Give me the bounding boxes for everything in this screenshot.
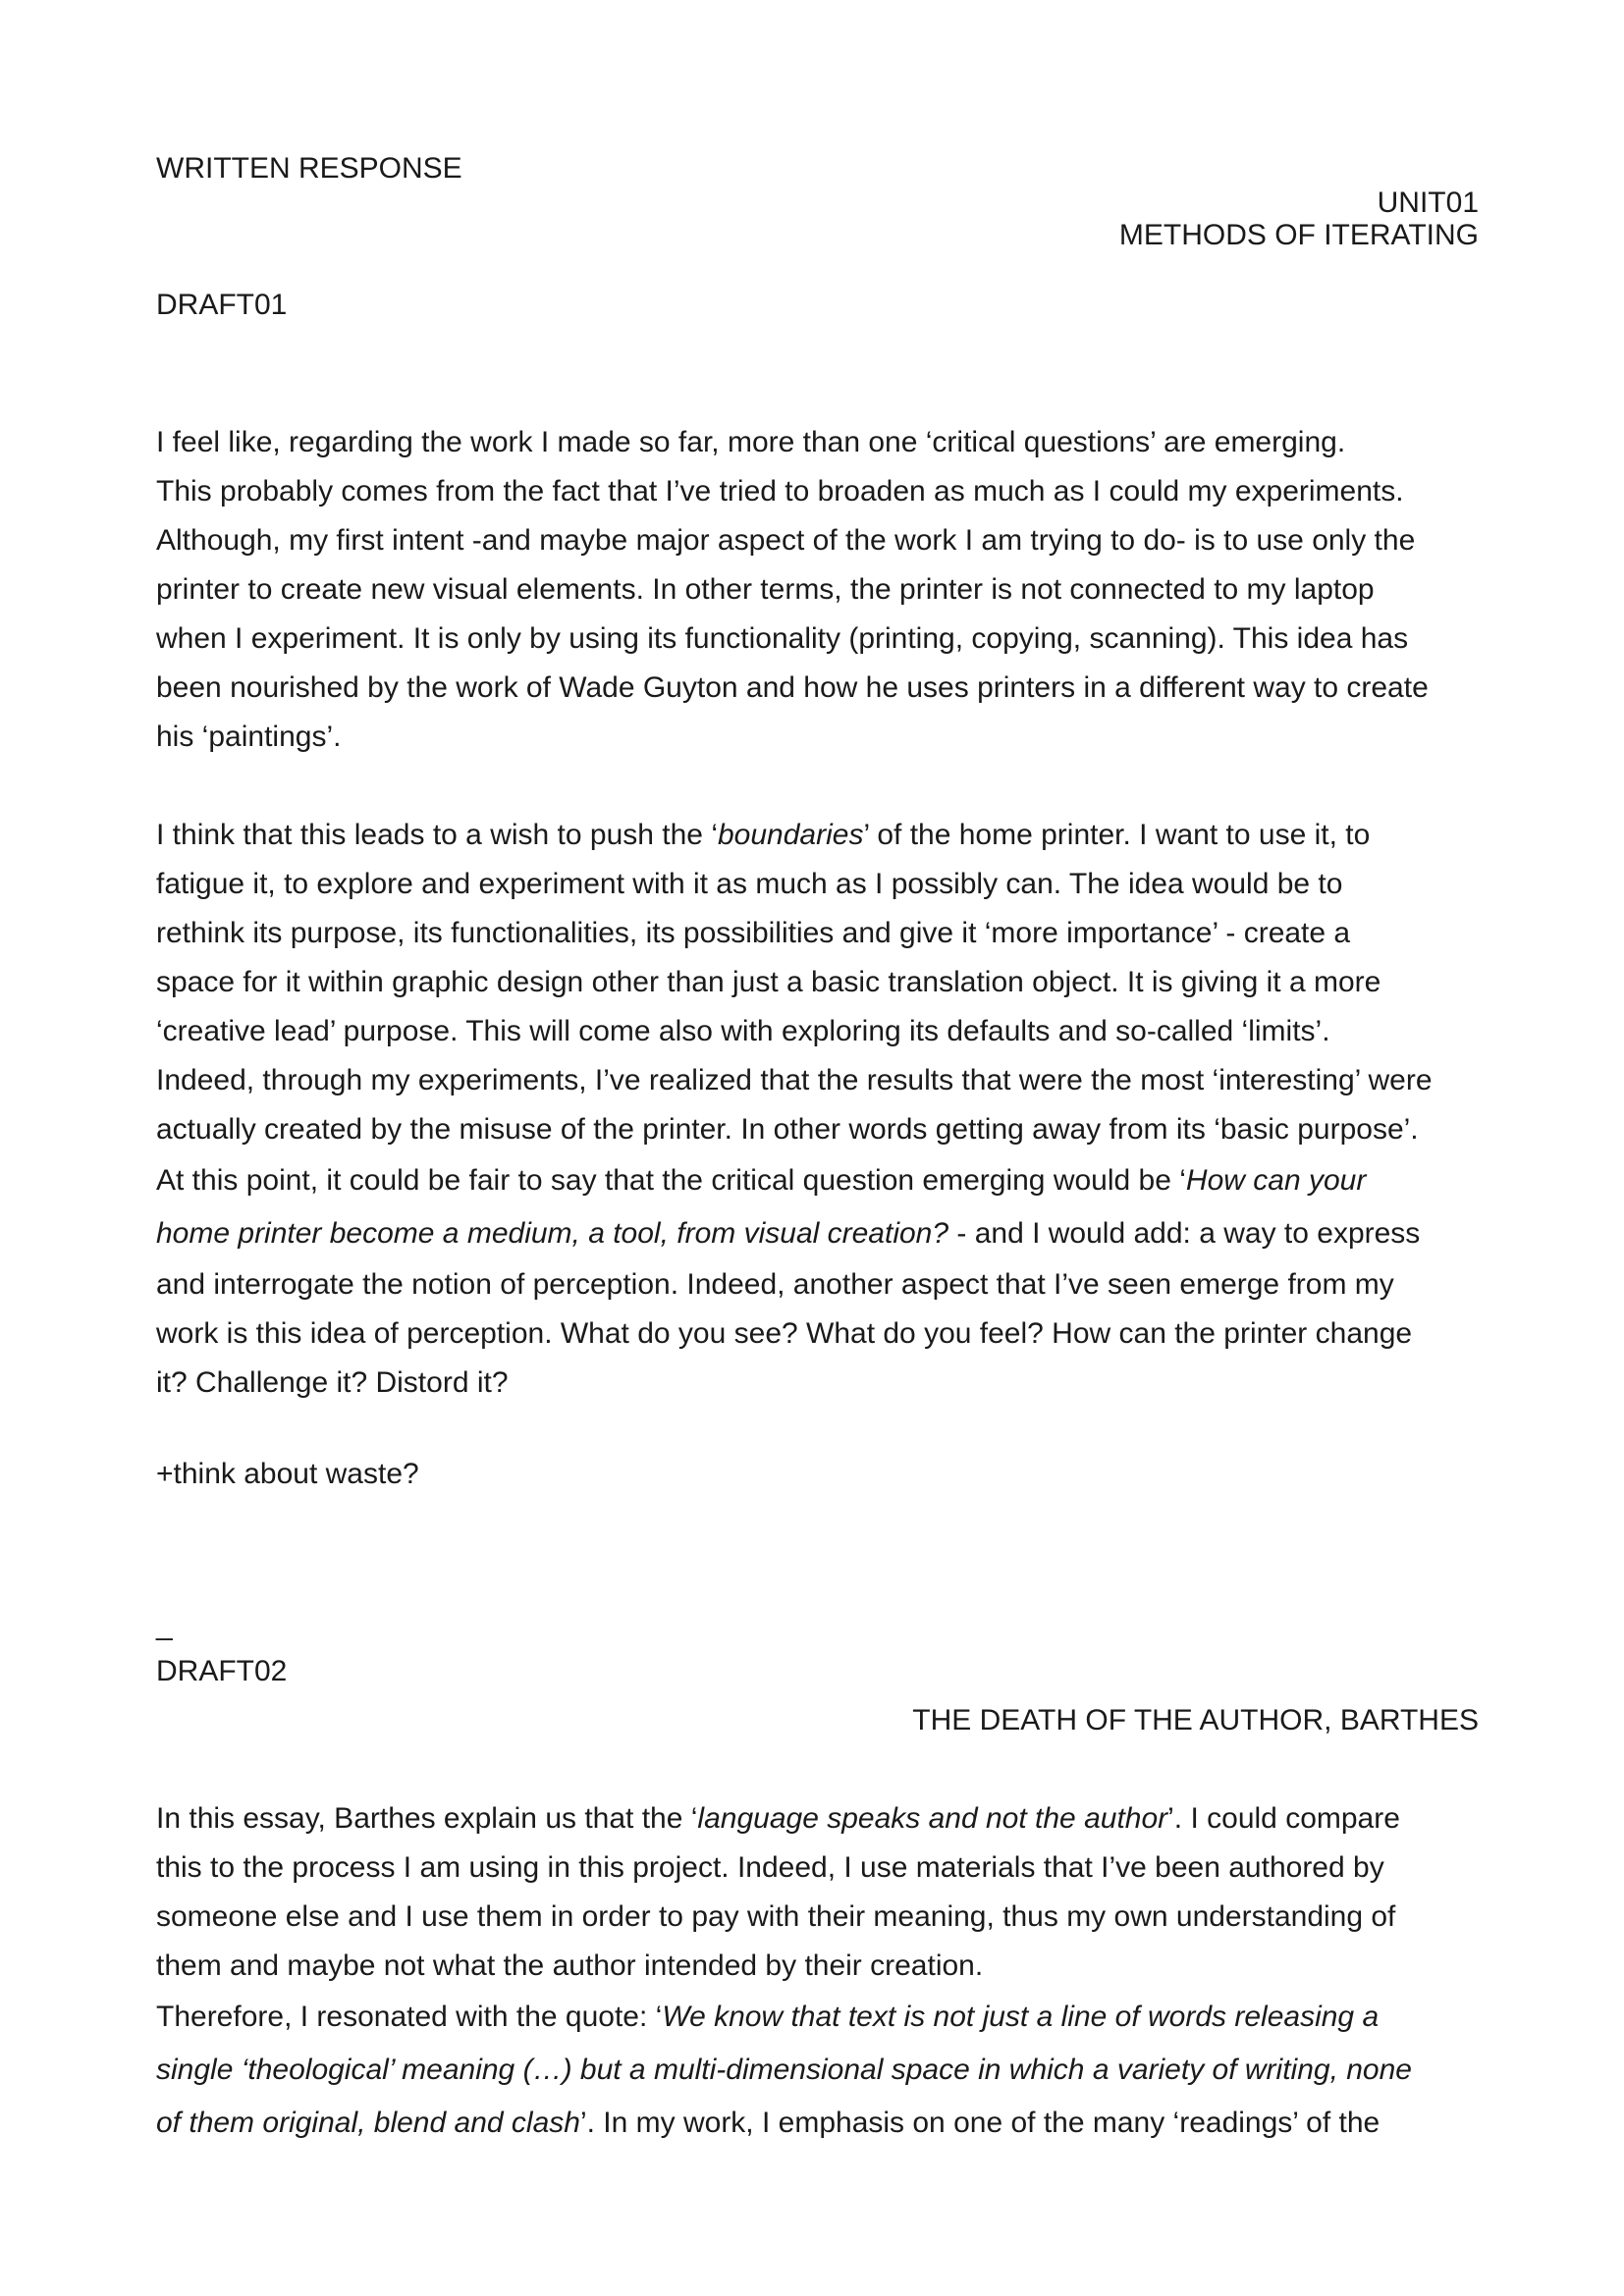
section-separator: _ <box>156 1609 173 1641</box>
paragraph-line: space for it within graphic design other than just a basic translation object. It is giving it a more <box>156 966 1381 998</box>
paragraph-line: and interrogate the notion of perception. Indeed, another aspect that I’ve seen emerge from my <box>156 1268 1394 1301</box>
text-run: I think that this leads to a wish to push the ‘ <box>156 819 718 851</box>
paragraph-line: his ‘paintings’. <box>156 721 342 753</box>
paragraph-line: actually created by the misuse of the printer. In other words getting away from its ‘basic purpose’. <box>156 1113 1419 1146</box>
paragraph-line: I feel like, regarding the work I made so far, more than one ‘critical questions’ are emerging. <box>156 426 1346 458</box>
paragraph-line: ‘creative lead’ purpose. This will come also with exploring its defaults and so-called ‘limits’. <box>156 1015 1330 1047</box>
draft01-paragraph-1 <box>156 418 1491 762</box>
text-run: - and I would add: a way to express <box>948 1217 1421 1250</box>
paragraph-line <box>156 2097 1491 2150</box>
draft01-note: +think about waste? <box>156 1458 419 1490</box>
paragraph-line <box>156 2044 1491 2097</box>
text-run: ’. In my work, I emphasis on one of the many ‘readings’ of the <box>579 2107 1380 2139</box>
paragraph-line <box>156 811 1491 860</box>
text-run: In this essay, Barthes explain us that the ‘ <box>156 1802 698 1835</box>
paragraph-line: this to the process I am using in this project. Indeed, I use materials that I’ve been authored by <box>156 1851 1384 1884</box>
paragraph-line: someone else and I use them in order to pay with their meaning, thus my own understanding of <box>156 1900 1396 1933</box>
italic-run: boundaries <box>718 819 864 851</box>
paragraph-line <box>156 1154 1491 1207</box>
paragraph-line: been nourished by the work of Wade Guyton and how he uses printers in a different way to create <box>156 671 1429 704</box>
paragraph-line: when I experiment. It is only by using its functionality (printing, copying, scanning). This idea has <box>156 622 1409 655</box>
paragraph-line <box>156 1207 1491 1260</box>
italic-run: of them original, blend and clash <box>156 2107 580 2139</box>
italic-run: home printer become a medium, a tool, from visual creation? <box>156 1217 949 1250</box>
draft01-paragraph-2 <box>156 811 1491 1408</box>
draft01-label: DRAFT01 <box>156 289 288 321</box>
paragraph-line <box>156 1794 1491 1843</box>
text-run: At this point, it could be fair to say that the critical question emerging would be ‘ <box>156 1164 1186 1197</box>
italic-run: How can your <box>1185 1164 1367 1197</box>
draft02-heading: THE DEATH OF THE AUTHOR, BARTHES <box>912 1704 1479 1736</box>
draft02-paragraph <box>156 1794 1491 2150</box>
text-run: ’ of the home printer. I want to use it, to <box>863 819 1371 851</box>
paragraph-line: printer to create new visual elements. In other terms, the printer is not connected to my laptop <box>156 573 1375 606</box>
paragraph-line: work is this idea of perception. What do you see? What do you feel? How can the printer change <box>156 1317 1413 1350</box>
paragraph-line: it? Challenge it? Distord it? <box>156 1366 509 1399</box>
paragraph-line: Although, my first intent -and maybe major aspect of the work I am trying to do- is to use only the <box>156 524 1416 557</box>
italic-run: single ‘theological’ meaning (…) but a multi-dimensional space in which a variety of writing, none <box>156 2054 1412 2086</box>
paragraph-line <box>156 1991 1491 2044</box>
draft02-label: DRAFT02 <box>156 1655 288 1687</box>
italic-run: language speaks and not the author <box>697 1802 1168 1835</box>
document-title: WRITTEN RESPONSE <box>156 152 462 185</box>
paragraph-line: fatigue it, to explore and experiment with it as much as I possibly can. The idea would be to <box>156 868 1343 900</box>
unit-label: UNIT01 <box>1377 187 1479 219</box>
text-run: ’. I could compare <box>1167 1802 1400 1835</box>
italic-run: We know that text is not just a line of words releasing a <box>662 2001 1380 2033</box>
paragraph-line: Indeed, through my experiments, I’ve realized that the results that were the most ‘interesting’ were <box>156 1064 1433 1096</box>
paragraph-line: them and maybe not what the author intended by their creation. <box>156 1949 984 1982</box>
paragraph-line: rethink its purpose, its functionalities, its possibilities and give it ‘more importance’ - create a <box>156 917 1351 949</box>
text-run: Therefore, I resonated with the quote: ‘ <box>156 2001 663 2033</box>
unit-subtitle: METHODS OF ITERATING <box>1118 219 1479 251</box>
paragraph-line: This probably comes from the fact that I’ve tried to broaden as much as I could my experiments. <box>156 475 1404 507</box>
